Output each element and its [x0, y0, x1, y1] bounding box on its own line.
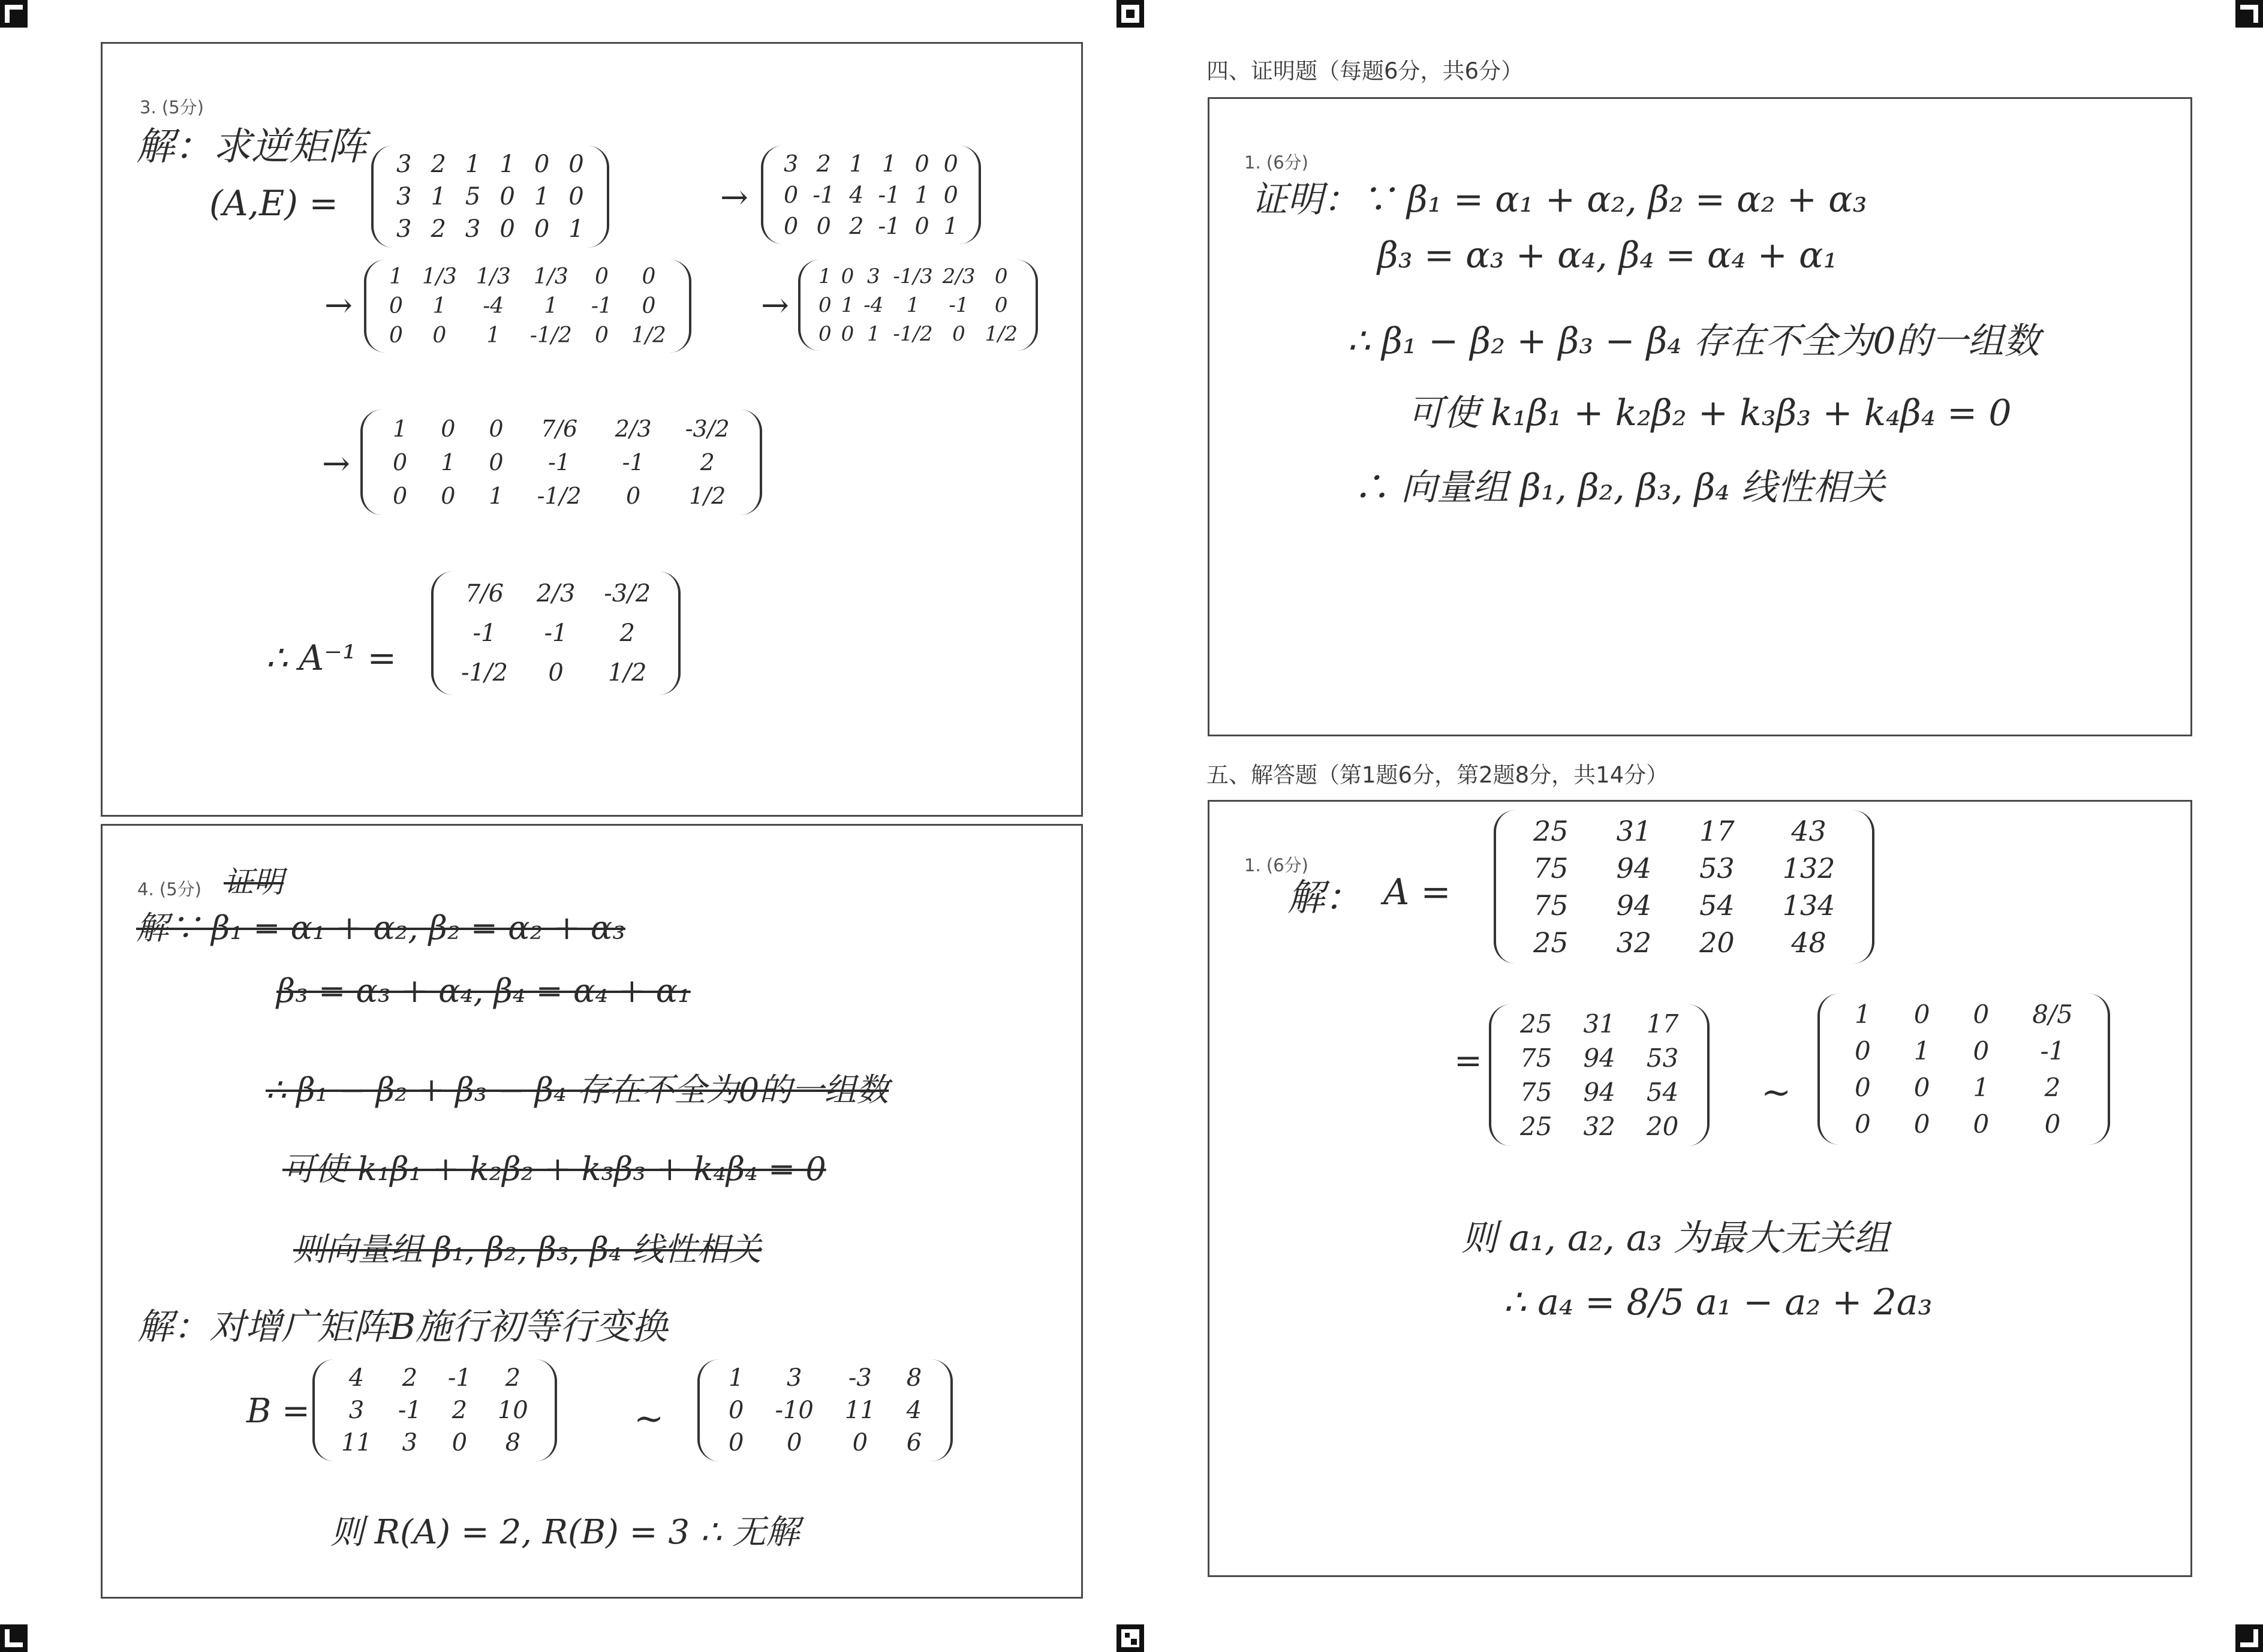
- registration-marker-bottom-right: [2235, 1624, 2263, 1652]
- matrix-cell: 3: [396, 215, 412, 243]
- registration-marker-bottom-center-icon: [1117, 1624, 1144, 1652]
- matrix-cell: 3: [465, 215, 481, 243]
- answer-1-line-2: ∴ a₄ = 8/5 a₁ − a₂ + 2a₃: [1503, 1281, 1933, 1323]
- matrix-cell: 75: [1533, 852, 1569, 884]
- matrix-cell: 1: [441, 449, 456, 476]
- matrix-cell: 0: [2044, 1109, 2061, 1139]
- q3-arrow-4: →: [322, 444, 350, 483]
- answer-1-matrix-a: [1494, 810, 1874, 964]
- matrix-cell: -1: [544, 619, 568, 647]
- registration-marker-top-center-icon: [1117, 0, 1144, 28]
- matrix-cell: 0: [1855, 1109, 1871, 1139]
- matrix-cell: 54: [1646, 1078, 1679, 1107]
- matrix-cell: 17: [1646, 1009, 1679, 1039]
- matrix-cell: 4: [348, 1364, 365, 1392]
- matrix-cell: 2: [816, 151, 831, 177]
- matrix-cell: -1: [949, 293, 969, 317]
- question-4-label: 4. (5分): [137, 879, 201, 899]
- q3-matrix-5: [360, 410, 762, 515]
- matrix-cell: 54: [1699, 889, 1735, 922]
- matrix-cell: 94: [1616, 852, 1652, 884]
- matrix-cell: 32: [1616, 926, 1652, 959]
- registration-marker-top-right: [2235, 0, 2263, 28]
- matrix-cell: 1: [534, 183, 550, 210]
- matrix-cell: 1: [1973, 1073, 1990, 1102]
- matrix-cell: 25: [1520, 1112, 1552, 1141]
- matrix-cell: 1: [1855, 1000, 1871, 1029]
- matrix-cell: 25: [1520, 1009, 1552, 1039]
- matrix-cell: 0: [548, 659, 564, 687]
- q3-ae-label: (A,E) =: [209, 183, 338, 224]
- matrix-cell: 3: [396, 151, 412, 178]
- matrix-cell: 2: [452, 1397, 468, 1424]
- matrix-cell: 31: [1616, 815, 1652, 847]
- matrix-cell: 0: [818, 322, 832, 346]
- matrix-cell: -4: [863, 293, 884, 317]
- answer-1-box: [1208, 800, 2192, 1577]
- registration-marker-top-center: [1117, 0, 1144, 28]
- matrix-cell: 0: [441, 416, 456, 442]
- matrix-cell: -1/2: [537, 483, 582, 509]
- matrix-cell: 0: [1855, 1036, 1871, 1066]
- registration-marker-top-right-icon: [2235, 0, 2263, 28]
- matrix-cell: 3: [396, 183, 412, 210]
- matrix-cell: 0: [568, 183, 584, 210]
- matrix-cell: 1: [393, 416, 408, 442]
- q3-matrix-3: [364, 260, 691, 353]
- proof-1-label: 1. (6分): [1244, 152, 1308, 173]
- matrix-cell: 1/2: [608, 659, 647, 687]
- section-5-title: 五、解答题（第1题6分，第2题8分，共14分）: [1206, 762, 1669, 788]
- answer-1-matrix-reduced: [1817, 994, 2110, 1145]
- section-4-title: 四、证明题（每题6分，共6分）: [1206, 58, 1524, 84]
- registration-marker-bottom-center: [1117, 1624, 1144, 1652]
- matrix-cell: 0: [943, 182, 958, 208]
- registration-marker-bottom-left: [0, 1624, 28, 1652]
- proof-1-line-5: ∴ 向量组 β₁, β₂, β₃, β₄ 线性相关: [1353, 467, 1885, 508]
- matrix-cell: 1: [431, 183, 446, 210]
- matrix-cell: 0: [393, 449, 408, 476]
- matrix-cell: 0: [499, 215, 515, 243]
- matrix-cell: 94: [1616, 889, 1652, 922]
- matrix-cell: 1: [881, 151, 897, 177]
- matrix-cell: -1/2: [529, 323, 572, 348]
- registration-marker-bottom-left-icon: [0, 1624, 28, 1652]
- q3-arrow-2: →: [324, 286, 353, 325]
- matrix-cell: 0: [499, 183, 515, 210]
- matrix-cell: 3: [784, 151, 799, 177]
- matrix-cell: 2: [2044, 1073, 2061, 1102]
- matrix-cell: 0: [1913, 1109, 1930, 1139]
- matrix-cell: 0: [729, 1429, 744, 1457]
- matrix-cell: -1: [622, 449, 645, 476]
- proof-1-line-4: 可使 k₁β₁ + k₂β₂ + k₃β₃ + k₄β₄ = 0: [1407, 392, 2012, 434]
- q3-arrow-3: →: [761, 286, 789, 325]
- matrix-cell: -1: [548, 449, 571, 476]
- matrix-cell: 10: [497, 1397, 528, 1424]
- matrix-cell: -4: [483, 294, 504, 318]
- matrix-cell: 1: [489, 483, 504, 509]
- matrix-cell: 0: [642, 294, 656, 318]
- proof-1-line-3: ∴ β₁ − β₂ + β₃ − β₄ 存在不全为0的一组数: [1347, 320, 2040, 362]
- matrix-cell: 75: [1520, 1043, 1552, 1073]
- answer-1-tilde: ~: [1761, 1072, 1792, 1114]
- matrix-cell: 4: [849, 182, 864, 208]
- question-4-answer-box: [101, 824, 1083, 1599]
- matrix-cell: 1: [544, 294, 558, 318]
- matrix-cell: 1: [568, 215, 584, 243]
- matrix-cell: 1: [943, 213, 958, 239]
- question-3-label: 3. (5分): [140, 97, 204, 118]
- matrix-cell: 20: [1646, 1112, 1679, 1141]
- matrix-cell: 0: [489, 416, 504, 442]
- matrix-cell: 0: [594, 323, 609, 348]
- matrix-cell: 1: [432, 294, 447, 318]
- matrix-cell: 2: [431, 151, 446, 178]
- matrix-cell: 0: [452, 1429, 468, 1457]
- matrix-cell: -3: [848, 1364, 872, 1392]
- matrix-cell: 25: [1533, 815, 1569, 847]
- matrix-cell: 0: [784, 182, 799, 208]
- matrix-cell: -1: [878, 213, 901, 239]
- matrix-cell: 0: [729, 1397, 744, 1424]
- matrix-cell: 0: [534, 151, 550, 178]
- matrix-cell: 6: [906, 1429, 922, 1457]
- q3-inverse-label: ∴ A⁻¹ =: [266, 637, 397, 678]
- answer-1-equals: =: [1454, 1042, 1482, 1081]
- matrix-cell: 0: [852, 1429, 868, 1457]
- matrix-cell: 0: [568, 151, 584, 178]
- matrix-cell: 94: [1583, 1078, 1615, 1107]
- proof-1-answer-box: [1208, 97, 2192, 736]
- matrix-cell: 1: [465, 151, 481, 178]
- matrix-cell: 1: [486, 323, 501, 348]
- registration-marker-top-left: [0, 0, 28, 28]
- matrix-cell: 0: [994, 264, 1008, 288]
- matrix-cell: 0: [594, 264, 609, 289]
- matrix-cell: 75: [1520, 1078, 1552, 1107]
- matrix-cell: -1: [2040, 1036, 2065, 1066]
- matrix-cell: 134: [1782, 889, 1835, 922]
- answer-1-solution-mark: 解：: [1287, 875, 1362, 919]
- answer-1-label: 1. (6分): [1244, 855, 1308, 875]
- matrix-cell: 0: [489, 449, 504, 476]
- proof-1-line-1: 证明：∵ β₁ = α₁ + α₂, β₂ = α₂ + α₃: [1251, 179, 1867, 221]
- matrix-cell: 1: [389, 264, 403, 289]
- matrix-cell: -1/3: [893, 264, 933, 288]
- matrix-cell: 48: [1791, 926, 1826, 959]
- matrix-cell: 0: [626, 483, 641, 509]
- matrix-cell: 1: [867, 322, 880, 346]
- q3-arrow-1: →: [720, 178, 748, 217]
- q4-solution-line: 解：对增广矩阵B施行初等行变换: [137, 1306, 668, 1348]
- matrix-cell: 2/3: [615, 416, 652, 442]
- matrix-cell: 0: [914, 213, 929, 239]
- matrix-cell: 1: [729, 1364, 744, 1392]
- matrix-cell: -1/2: [893, 322, 933, 346]
- answer-1-a-label: A =: [1383, 871, 1451, 913]
- matrix-cell: 0: [952, 322, 965, 346]
- matrix-cell: 0: [393, 483, 408, 509]
- matrix-cell: 1/2: [985, 322, 1018, 346]
- q4-matrix-b: [312, 1359, 557, 1461]
- matrix-cell: 0: [841, 322, 854, 346]
- matrix-cell: 53: [1699, 852, 1735, 884]
- matrix-cell: 0: [1855, 1073, 1871, 1102]
- matrix-cell: 3: [867, 264, 880, 288]
- q3-matrix-1: [371, 146, 609, 248]
- matrix-cell: 2: [402, 1364, 418, 1392]
- q3-matrix-2: [761, 146, 981, 244]
- registration-marker-top-left-icon: [0, 0, 28, 28]
- matrix-cell: -1: [447, 1364, 471, 1392]
- proof-1-line-2: β₃ = α₃ + α₄, β₄ = α₄ + α₁: [1377, 234, 1838, 276]
- matrix-cell: 1/3: [476, 264, 511, 289]
- registration-marker-bottom-right-icon: [2235, 1624, 2263, 1652]
- matrix-cell: 17: [1699, 815, 1735, 847]
- matrix-cell: -3/2: [604, 580, 651, 607]
- matrix-cell: 2/3: [536, 580, 576, 607]
- matrix-cell: 31: [1583, 1009, 1615, 1039]
- matrix-cell: 0: [1973, 1109, 1990, 1139]
- matrix-cell: 132: [1782, 852, 1835, 884]
- matrix-cell: 0: [389, 294, 403, 318]
- q4-crossed-heading: 证明: [224, 865, 284, 899]
- matrix-cell: 2/3: [942, 264, 976, 288]
- matrix-cell: 53: [1646, 1043, 1679, 1073]
- matrix-cell: 0: [943, 151, 958, 177]
- answer-1-line-1: 则 a₁, a₂, a₃ 为最大无关组: [1461, 1217, 1889, 1259]
- matrix-cell: 8/5: [2032, 1000, 2073, 1029]
- matrix-cell: -1: [812, 182, 835, 208]
- matrix-cell: 1/3: [533, 264, 568, 289]
- matrix-cell: 11: [844, 1397, 875, 1424]
- q3-solution-heading: 解：求逆矩阵: [136, 125, 366, 169]
- q3-inverse-matrix: [431, 571, 681, 695]
- matrix-cell: 1/2: [631, 323, 666, 348]
- matrix-cell: -3/2: [685, 416, 730, 442]
- q4-struck-line-2: β₃ = α₃ + α₄, β₄ = α₄ + α₁: [276, 972, 691, 1010]
- matrix-cell: 20: [1699, 926, 1735, 959]
- matrix-cell: 0: [786, 1429, 802, 1457]
- matrix-cell: 0: [1913, 1073, 1930, 1102]
- matrix-cell: 8: [505, 1429, 521, 1457]
- matrix-cell: 94: [1583, 1043, 1615, 1073]
- q4-matrix-b-reduced: [697, 1359, 953, 1461]
- matrix-cell: 4: [906, 1397, 922, 1424]
- matrix-cell: 75: [1533, 889, 1569, 922]
- matrix-cell: 3: [786, 1364, 802, 1392]
- matrix-cell: 3: [402, 1429, 418, 1457]
- matrix-cell: -1: [398, 1397, 422, 1424]
- matrix-cell: 1/3: [422, 264, 457, 289]
- matrix-cell: 25: [1533, 926, 1569, 959]
- question-3-answer-box: [101, 42, 1083, 817]
- matrix-cell: 2: [505, 1364, 521, 1392]
- matrix-cell: 7/6: [465, 580, 504, 607]
- matrix-cell: 0: [816, 213, 831, 239]
- matrix-cell: 0: [389, 323, 403, 348]
- matrix-cell: 0: [914, 151, 929, 177]
- matrix-cell: 0: [841, 264, 854, 288]
- matrix-cell: 1: [841, 293, 854, 317]
- matrix-cell: 0: [441, 483, 456, 509]
- matrix-cell: 8: [906, 1364, 922, 1392]
- matrix-cell: 0: [818, 293, 832, 317]
- matrix-cell: -10: [775, 1397, 814, 1424]
- matrix-cell: 1: [849, 151, 864, 177]
- matrix-cell: 0: [994, 293, 1008, 317]
- matrix-cell: 1: [914, 182, 929, 208]
- answer-1-matrix-columns: [1489, 1004, 1710, 1146]
- matrix-cell: -1: [473, 619, 496, 647]
- matrix-cell: 7/6: [540, 416, 578, 442]
- matrix-cell: 5: [465, 183, 481, 210]
- matrix-cell: 3: [348, 1397, 365, 1424]
- matrix-cell: 0: [432, 323, 447, 348]
- matrix-cell: 1: [1913, 1036, 1930, 1066]
- matrix-cell: 2: [619, 619, 635, 647]
- q3-matrix-4: [798, 260, 1038, 351]
- matrix-cell: 43: [1791, 815, 1826, 847]
- q4-conclusion: 则 R(A) = 2, R(B) = 3 ∴ 无解: [330, 1513, 800, 1552]
- q4-struck-line-4: 可使 k₁β₁ + k₂β₂ + k₃β₃ + k₄β₄ = 0: [282, 1150, 826, 1188]
- matrix-cell: 0: [784, 213, 799, 239]
- matrix-cell: -1/2: [461, 659, 508, 687]
- matrix-cell: 1/2: [689, 483, 726, 509]
- matrix-cell: 11: [341, 1429, 372, 1457]
- matrix-cell: 0: [1973, 1036, 1990, 1066]
- matrix-cell: 0: [534, 215, 550, 243]
- matrix-cell: 32: [1583, 1112, 1615, 1141]
- q4-b-label: B =: [246, 1392, 310, 1431]
- matrix-cell: 0: [1973, 1000, 1990, 1029]
- matrix-cell: -1: [591, 294, 612, 318]
- matrix-cell: 0: [1913, 1000, 1930, 1029]
- matrix-cell: 1: [499, 151, 515, 178]
- matrix-cell: 2: [849, 213, 864, 239]
- matrix-cell: 2: [700, 449, 715, 476]
- q4-tilde: ~: [634, 1398, 664, 1440]
- matrix-cell: 1: [818, 264, 832, 288]
- matrix-cell: 1: [906, 293, 920, 317]
- matrix-cell: 0: [642, 264, 656, 289]
- q4-struck-line-3: ∴ β₁ − β₂ + β₃ − β₄ 存在不全为0的一组数: [266, 1071, 889, 1109]
- q4-struck-line-5: 则向量组 β₁, β₂, β₃, β₄ 线性相关: [293, 1230, 762, 1268]
- q4-struck-line-1: 解∵ β₁ = α₁ + α₂, β₂ = α₂ + α₃: [136, 909, 625, 947]
- matrix-cell: 2: [431, 215, 446, 243]
- matrix-cell: -1: [878, 182, 901, 208]
